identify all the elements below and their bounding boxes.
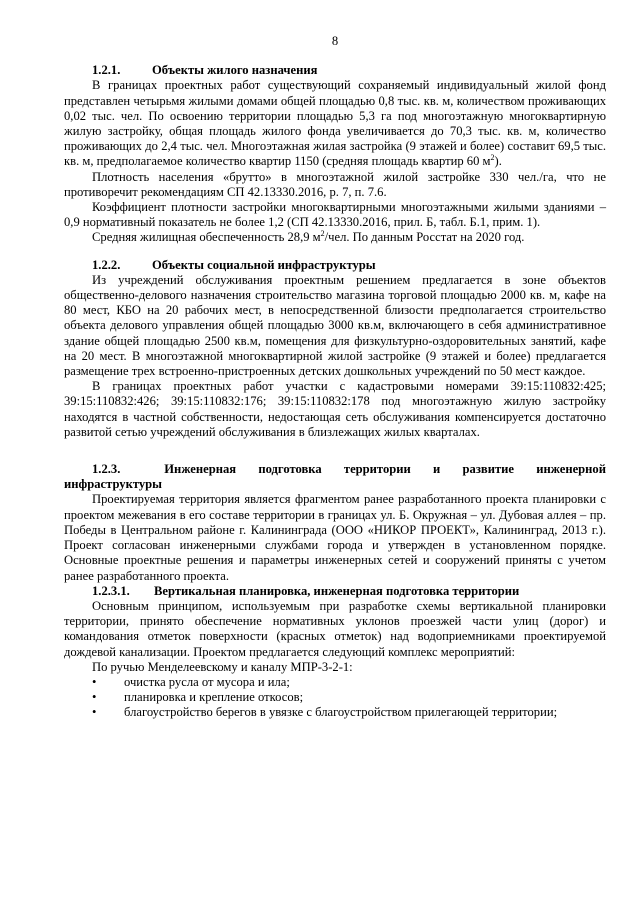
paragraph xyxy=(64,230,606,245)
superscript: 2 xyxy=(490,153,495,163)
bullet-icon: • xyxy=(92,674,97,689)
superscript: 2 xyxy=(320,229,325,239)
bullet-icon: • xyxy=(92,690,97,705)
heading-title: Объекты социальной инфраструктуры xyxy=(152,257,376,272)
heading-1-2-3-continued: инфраструктуры xyxy=(64,477,163,492)
paragraph-text: В границах проектных работ существующий сохраняемый индивидуальный жилой фонд представлен четырьмя жилыми домами общей площадью 0,8 тыс. кв. м, количеством проживающих 0,02 тыс. чел. По освоению территории площадью 5,3 га под многоэтажную многоквартирную жилую застройку, общая площадь жилого фонда увеличивается до 70,3 тыс. кв. м, количество проживающих до 2,4 тыс. чел. Многоэтажная жилая застройка (9 этажей и более) составит 69,5 тыс. кв. м, предполагаемое количество квартир 1150 (средняя площадь квартир 60 м xyxy=(64,78,606,169)
heading-number: 1.2.2. xyxy=(92,257,121,272)
paragraph: В границах проектных работ участки с кадастровыми номерами 39:15:110832:425; 39:15:110832:426; 39:15:110832:176; 39:15:110832:178 под многоэтажную жилую застройку находятся в частной собственности, недостающая сеть обслуживания компенсируется достаточно развитой сетью учреждений обслуживания в близлежащих жилых кварталах. xyxy=(64,379,606,439)
list-item xyxy=(64,675,606,690)
heading-1-2-3 xyxy=(64,462,606,477)
paragraph: Проектируемая территория является фрагментом ранее разработанного проекта планировки с проектом межевания в его составе территории в границах ул. Б. Окружная – ул. Дубовая аллея – пр. Победы в Центральном районе г. Калининграда (ООО «НИКОР ПРОЕКТ», Калининград, 2013 г.). Проект согласован инженерными службами города и утвержден в установленном порядке. Основные проектные решения и параметры инженерных сетей и сооружений приняты с учетом ранее разработанного проекта. xyxy=(64,492,606,583)
heading-number: 1.2.3.1. xyxy=(92,583,130,598)
heading-1-2-3-1 xyxy=(64,584,606,599)
paragraph: Основным принципом, используемым при разработке схемы вертикальной планировки территории, принято обеспечение нормативных уклонов проезжей части улиц (дорог) и командования отметок поверхности (красных отметок) над водоприемниками проектируемой дождевой канализации. Проектом предлагается следующий комплекс мероприятий: xyxy=(64,598,606,659)
paragraph-text: ). xyxy=(494,154,502,169)
paragraph: По ручью Менделеевскому и каналу МПР-3-2-1: xyxy=(92,659,353,674)
paragraph-text: Средняя жилищная обеспеченность 28,9 м xyxy=(92,230,321,245)
list-item-text: планировка и крепление откосов; xyxy=(124,690,304,705)
paragraph-text: /чел. По данным Росстат на 2020 год. xyxy=(324,230,525,245)
paragraph: Из учреждений обслуживания проектным решением предлагается в зоне объектов общественно-делового назначения строительство магазина торговой площадью 2000 кв. м, кафе на 80 мест, КБО на 20 рабочих мест, в непосредственной близости предполагается строительство объекта делового управления общей площадью 3000 кв.м, включающего в себя административное здание общей площадью 2500 кв.м, помещения для физкультурно-оздоровительных занятий, кафе на 20 мест. В многоэтажной многоквартирной жилой застройке (9 этажей и более) предлагается размещение трех встроенно-пристроенных детских дошкольных учреждений по 50 мест каждое. xyxy=(64,272,606,379)
page-number: 8 xyxy=(331,34,339,48)
bullet-icon: • xyxy=(92,705,97,720)
paragraph xyxy=(64,78,606,169)
list-item-text: благоустройство берегов в увязке с благоустройством прилегающей территории; xyxy=(124,705,558,720)
paragraph: Коэффициент плотности застройки многоквартирными многоэтажными жилыми зданиями – 0,9 нормативный показатель не более 1,2 (СП 42.13330.2016, прил. Б, табл. Б.1, прим. 1). xyxy=(64,200,606,230)
heading-title: Вертикальная планировка, инженерная подготовка территории xyxy=(154,583,520,598)
heading-1-2-1 xyxy=(64,63,606,78)
heading-number: 1.2.3. xyxy=(92,462,121,477)
list-item-text: очистка русла от мусора и ила; xyxy=(124,674,290,689)
list-item xyxy=(64,690,606,705)
list-item xyxy=(64,705,606,720)
heading-number: 1.2.1. xyxy=(92,63,121,78)
paragraph: Плотность населения «брутто» в многоэтажной жилой застройке 330 чел./га, что не противоречит рекомендациям СП 42.13330.2016, р. 7, п. 7.6. xyxy=(64,169,606,199)
heading-title: Инженерная подготовка территории и развитие инженерной xyxy=(164,462,606,477)
heading-title: Объекты жилого назначения xyxy=(152,63,318,78)
heading-1-2-2 xyxy=(64,258,606,273)
